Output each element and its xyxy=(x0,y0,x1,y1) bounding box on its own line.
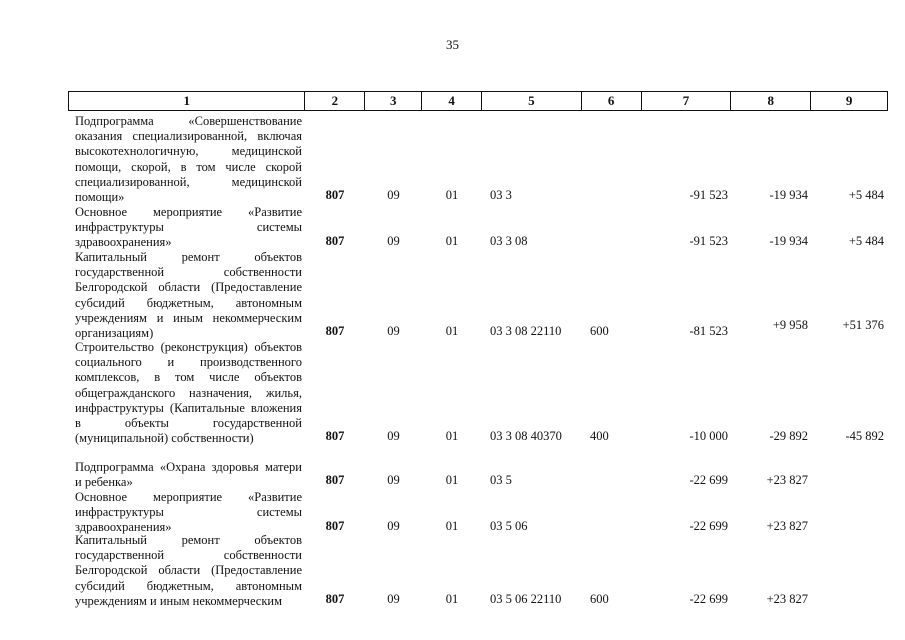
cell-ministry-code: 807 xyxy=(325,233,345,248)
cell-subsection: 01 xyxy=(445,592,459,607)
cell-target-article: 03 5 06 22110 xyxy=(490,592,562,607)
cell-amount-3 xyxy=(812,607,888,609)
cell-subsection: 01 xyxy=(445,473,459,488)
cell-target-article: 03 5 06 xyxy=(490,518,528,533)
header-col-9: 9 xyxy=(845,93,853,108)
cell-amount-1: -10 000 xyxy=(689,429,728,444)
cell-ministry-code: 807 xyxy=(325,188,345,203)
cell-ministry-code: 807 xyxy=(325,473,345,488)
header-col-4: 4 xyxy=(422,92,482,110)
table-row xyxy=(68,490,888,536)
cell-amount-1: -91 523 xyxy=(689,188,728,203)
row-name: Капитальный ремонт объектов государственной собственности Белгородской области (Предоставление субсидий бюджетным, автономным учреждениям и иным некоммерческим xyxy=(75,533,302,608)
cell-section: 09 xyxy=(387,233,400,248)
cell-amount-2: +9 958 xyxy=(772,318,808,333)
row-name: Основное мероприятие «Развитие инфраструктуры системы здравоохранения» xyxy=(75,205,302,250)
table-row xyxy=(68,114,888,205)
table-row xyxy=(68,533,888,609)
cell-ministry-code: 807 xyxy=(325,324,345,339)
cell-subsection: 01 xyxy=(445,188,459,203)
header-col-8: 8 xyxy=(731,92,811,110)
cell-amount-2: +23 827 xyxy=(766,473,808,488)
table-row xyxy=(68,205,888,251)
table-row xyxy=(68,460,888,490)
row-name: Строительство (реконструкция) объектов социального и производственного комплексов, в том числе объектов общегражданского назначения, жилья, инфраструктуры (Капитальные вложения в объекты государственной (муниципальной) собственности) xyxy=(75,340,302,446)
cell-amount-1: -22 699 xyxy=(689,592,728,607)
cell-section: 09 xyxy=(387,473,400,488)
cell-ministry-code: 807 xyxy=(325,592,345,607)
cell-subsection: 01 xyxy=(445,233,459,248)
row-name: Основное мероприятие «Развитие инфраструктуры системы здравоохранения» xyxy=(75,490,302,535)
cell-section: 09 xyxy=(387,324,400,339)
cell-target-article: 03 3 08 22110 xyxy=(490,324,562,339)
cell-amount-2: +23 827 xyxy=(766,518,808,533)
cell-amount-1: -81 523 xyxy=(689,324,728,339)
cell-amount-3: +5 484 xyxy=(848,233,884,248)
cell-expense-type: 600 xyxy=(590,592,609,607)
cell-target-article: 03 3 xyxy=(490,188,512,203)
cell-section: 09 xyxy=(387,592,400,607)
cell-target-article: 03 3 08 40370 xyxy=(490,429,562,444)
cell-expense-type: 600 xyxy=(590,324,609,339)
cell-amount-3: -45 892 xyxy=(845,429,884,444)
cell-section: 09 xyxy=(387,188,400,203)
cell-target-article: 03 5 xyxy=(490,473,512,488)
cell-amount-2: -19 934 xyxy=(769,188,808,203)
header-col-2: 2 xyxy=(305,92,365,110)
cell-subsection: 01 xyxy=(445,324,459,339)
cell-amount-2: +23 827 xyxy=(766,592,808,607)
table-row xyxy=(68,340,888,446)
cell-amount-3: +51 376 xyxy=(842,318,884,333)
header-col-1: 1 xyxy=(69,92,305,110)
cell-amount-1: -91 523 xyxy=(689,233,728,248)
cell-ministry-code: 807 xyxy=(325,429,345,444)
cell-section: 09 xyxy=(387,429,400,444)
header-col-3: 3 xyxy=(365,92,422,110)
row-name: Капитальный ремонт объектов государственной собственности Белгородской области (Предоставление субсидий бюджетным, автономным учреждениям и иным некоммерческим организациям) xyxy=(75,250,302,341)
header-col-6: 6 xyxy=(582,92,642,110)
cell-amount-1: -22 699 xyxy=(689,518,728,533)
cell-ministry-code: 807 xyxy=(325,518,345,533)
row-name: Подпрограмма «Охрана здоровья матери и ребенка» xyxy=(75,460,302,490)
cell-section: 09 xyxy=(387,518,400,533)
cell-target-article: 03 3 08 xyxy=(490,233,528,248)
cell-amount-1: -22 699 xyxy=(689,473,728,488)
cell-subsection: 01 xyxy=(445,429,459,444)
cell-amount-3: +5 484 xyxy=(848,188,884,203)
table-header xyxy=(68,91,888,111)
header-col-7: 7 xyxy=(642,92,732,110)
header-col-5: 5 xyxy=(482,92,582,110)
cell-subsection: 01 xyxy=(445,518,459,533)
cell-amount-2: -29 892 xyxy=(769,429,808,444)
cell-amount-2: -19 934 xyxy=(769,233,808,248)
row-name: Подпрограмма «Совершенствование оказания специализированной, включая высокотехнологичную, медицинской помощи, скорой, в том числе скорой специализированной, медицинской помощи» xyxy=(75,114,302,205)
table-row xyxy=(68,250,888,341)
cell-expense-type: 400 xyxy=(590,429,609,444)
page-number: 35 xyxy=(446,37,459,52)
